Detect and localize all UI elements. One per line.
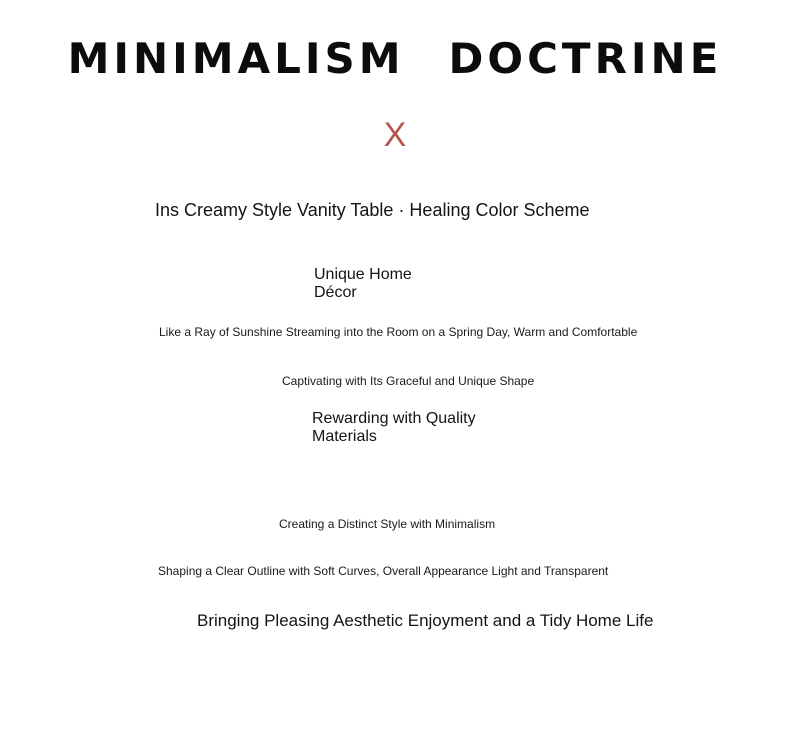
text-line-aesthetic-enjoyment: Bringing Pleasing Aesthetic Enjoyment and a Tidy Home Life <box>197 611 654 630</box>
text-line-ray-of-sunshine: Like a Ray of Sunshine Streaming into the Room on a Spring Day, Warm and Comfortable <box>159 325 638 339</box>
separator-x: X <box>383 116 407 154</box>
page-title <box>0 34 790 83</box>
title-word-minimalism: MINIMALISM <box>67 34 405 83</box>
text-line-distinct-style: Creating a Distinct Style with Minimalism <box>279 517 496 531</box>
text-line-graceful-shape: Captivating with Its Graceful and Unique Shape <box>282 374 535 388</box>
text-line-quality-materials: Rewarding with Quality Materials <box>312 410 476 445</box>
text-line-vanity-table: Ins Creamy Style Vanity Table · Healing Color Scheme <box>155 200 590 220</box>
text-line-unique-home-decor: Unique Home Décor <box>314 266 412 301</box>
title-word-doctrine: DOCTRINE <box>448 34 723 83</box>
text-line-clear-outline: Shaping a Clear Outline with Soft Curves, Overall Appearance Light and Transparent <box>158 564 609 578</box>
